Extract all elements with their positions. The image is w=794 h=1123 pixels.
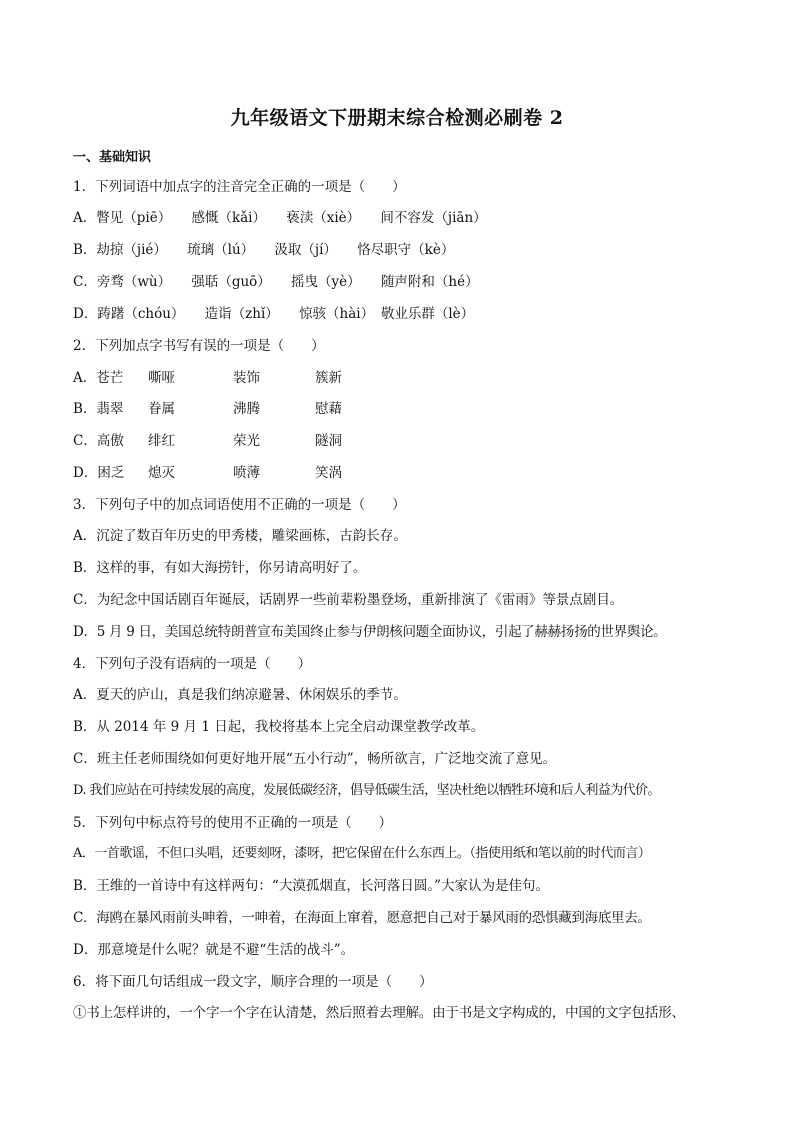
question-3-option-b: B．这样的事，有如大海捞针，你另请高明好了。 [73,560,367,576]
question-3-option-d: D．5 月 9 日，美国总统特朗普宣布美国终止参与伊朗核问题全面协议，引起了赫赫扬扬的世界舆论。 [73,624,667,640]
option-cell: 簇新 [315,370,342,386]
option-cell: 眷属 [148,401,175,417]
option-cell: 荣光 [233,433,260,449]
option-cell: D．困乏 [73,465,125,481]
option-cell: 沸腾 [233,401,260,417]
question-3-option-a: A．沉淀了数百年历史的甲秀楼，雕梁画栋，古韵长存。 [73,528,407,544]
question-1-option-d: D．踌躇（chóu） 造诣（zhǐ） 惊骇（hài） 敬业乐群（lè） [73,306,475,322]
option-cell: 慰藉 [315,401,342,417]
option-cell: 绯红 [148,433,175,449]
question-4-option-a: A．夏天的庐山，真是我们纳凉避暑、休闲娱乐的季节。 [73,687,407,703]
question-1-option-a: A．瞥见（piē） 感慨（kǎi） 亵渎（xiè） 间不容发（jiān） [73,210,487,226]
question-5-option-b: B．王维的一首诗中有这样两句：“大漠孤烟直，长河落日圆。”大家认为是佳句。 [73,878,549,894]
option-cell: A．苍芒 [73,370,124,386]
option-cell: 嘶哑 [148,370,175,386]
question-2-option-a [73,369,395,387]
question-1-option-b: B．劫掠（jié） 琉璃（lú） 汲取（jí） 恪尽职守（kè） [73,242,455,258]
question-4-option-d: D. 我们应站在可持续发展的高度，发展低碳经济，倡导低碳生活，坚决杜绝以牺牲环境和后人利益为代价。 [73,783,660,798]
question-5-option-a: A．一首歌谣，不但口头唱，还要刻呀，漆呀，把它保留在什么东西上。（指使用纸和笔以前的时代而言） [73,846,651,861]
question-2-stem: 2．下列加点字书写有误的一项是（ ） [73,338,325,354]
question-1-option-c: C．旁骛（wù） 强聒（guō） 摇曳（yè） 随声附和（hé） [73,274,479,290]
question-4-stem: 4．下列句子没有语病的一项是（ ） [73,656,312,672]
question-1-stem: 1．下列词语中加点字的注音完全正确的一项是（ ） [73,179,406,195]
option-cell: 喷薄 [233,465,260,481]
question-6-stem: 6．将下面几句话组成一段文字，顺序合理的一项是（ ） [73,974,433,990]
question-6-passage-line: ①书上怎样讲的，一个字一个字在认清楚，然后照着去理解。由于书是文字构成的，中国的文字包括形、 [73,1005,685,1021]
section-heading: 一、基础知识 [73,150,152,165]
option-cell: C．高傲 [73,433,124,449]
option-cell: B．翡翠 [73,401,124,417]
question-5-option-c: C．海鸥在暴风雨前头呻着，一呻着，在海面上窜着，愿意把自己对于暴风雨的恐惧藏到海底里去。 [73,910,651,926]
question-4-option-b: B．从 2014 年 9 月 1 日起，我校将基本上完全启动课堂教学改革。 [73,719,485,735]
option-cell: 装饰 [233,370,260,386]
question-5-option-d: D．那意境是什么呢？就是不避“生活的战斗”。 [73,942,355,958]
option-cell: 熄灭 [148,465,175,481]
document-title: 九年级语文下册期末综合检测必刷卷 2 [230,107,564,129]
question-5-stem: 5．下列句中标点符号的使用不正确的一项是（ ） [73,815,393,831]
question-2-option-d [73,464,395,482]
option-cell: 笑涡 [315,465,342,481]
question-3-option-c: C．为纪念中国话剧百年诞辰，话剧界一些前辈粉墨登场，重新排演了《雷雨》等景点剧目。 [73,592,624,608]
question-3-stem: 3．下列句子中的加点词语使用不正确的一项是（ ） [73,497,406,513]
option-cell: 隧洞 [315,433,342,449]
question-2-option-b [73,400,395,418]
question-2-option-c [73,432,395,450]
question-4-option-c: C．班主任老师围绕如何更好地开展“五小行动”，畅所欲言，广泛地交流了意见。 [73,751,557,767]
